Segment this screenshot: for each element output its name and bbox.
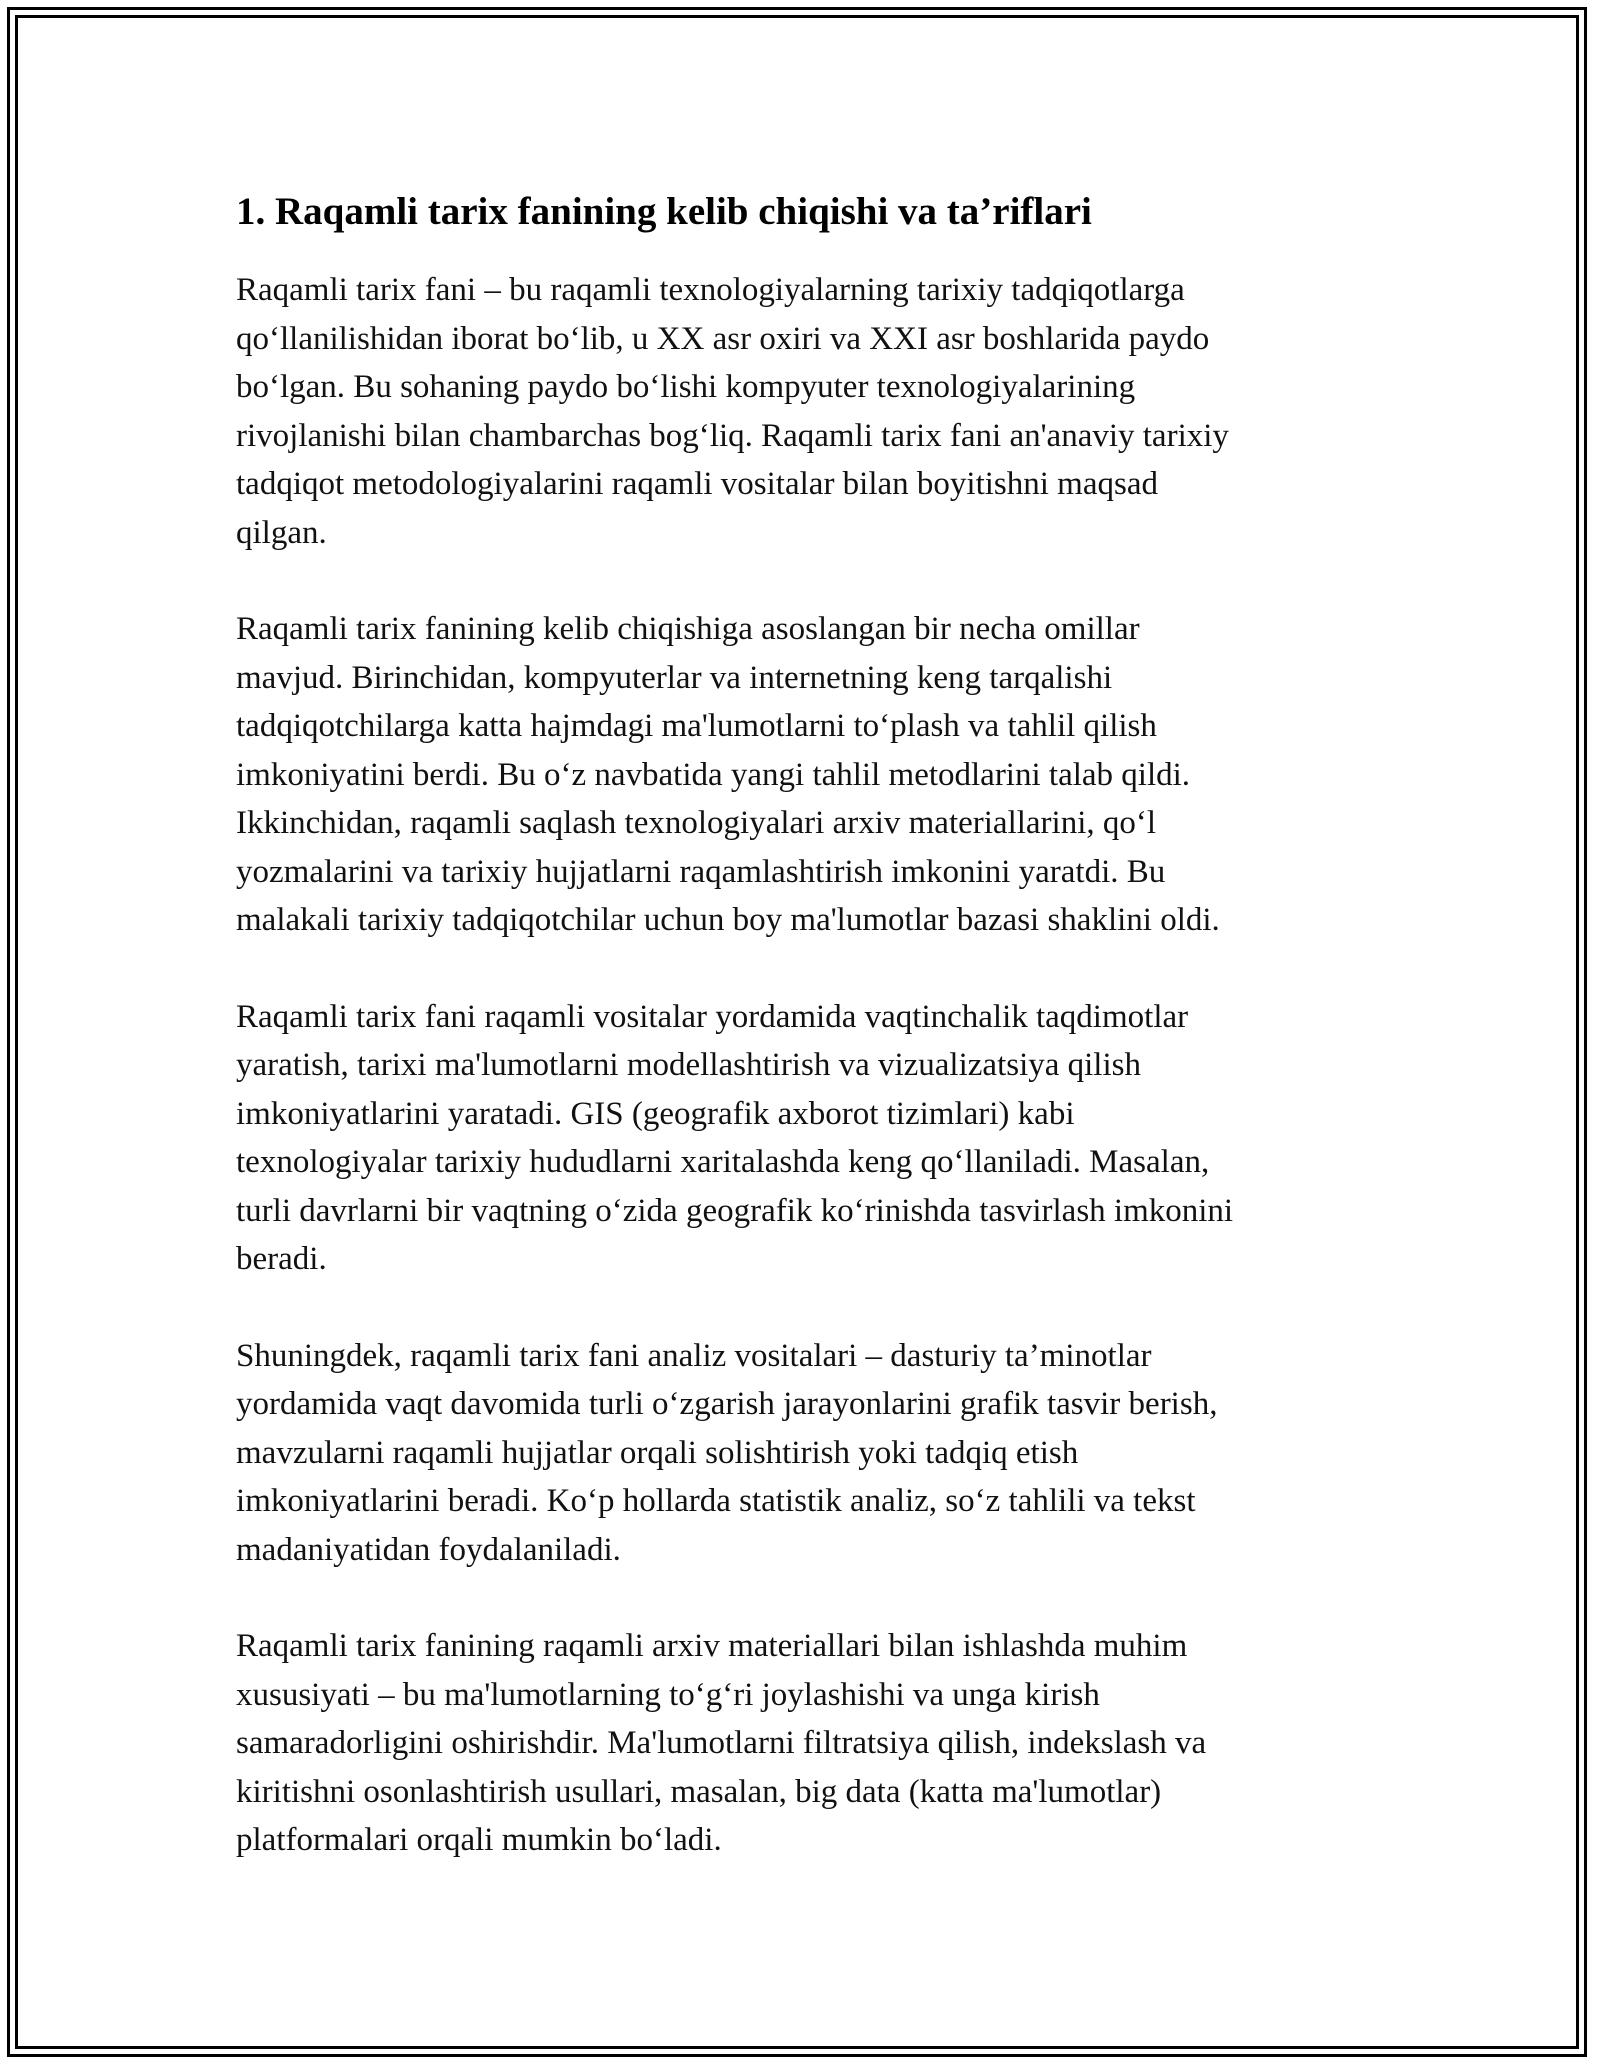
document-content <box>236 186 1356 1913</box>
text-line: malakali tarixiy tadqiqotchilar uchun boy ma'lumotlar bazasi shaklini oldi. <box>236 902 1220 938</box>
text-line: Raqamli tarix fani – bu raqamli texnologiyalarning tarixiy tadqiqotlarga <box>236 272 1185 308</box>
text-line: Raqamli tarix fanining raqamli arxiv materiallari bilan ishlashda muhim <box>236 1628 1188 1664</box>
text-line: xususiyati – bu ma'lumotlarning to‘g‘ri joylashishi va unga kirish <box>236 1676 1100 1713</box>
text-line: yordamida vaqt davomida turli o‘zgarish jarayonlarini grafik tasvir berish, <box>236 1386 1218 1422</box>
text-line: mavjud. Birinchidan, kompyuterlar va internetning keng tarqalishi <box>236 659 1113 696</box>
text-line: qo‘llanilishidan iborat bo‘lib, u XX asr oxiri va XXI asr boshlarida paydo <box>236 320 1210 357</box>
text-line: bo‘lgan. Bu sohaning paydo bo‘lishi kompyuter texnologiyalarining <box>236 369 1136 405</box>
text-line: imkoniyatlarini beradi. Ko‘p hollarda statistik analiz, so‘z tahlili va tekst <box>236 1483 1196 1519</box>
text-line: imkoniyatlarini yaratadi. GIS (geografik axborot tizimlari) kabi <box>236 1095 1075 1132</box>
text-line: mavzularni raqamli hujjatlar orqali solishtirish yoki tadqiq etish <box>236 1434 1079 1471</box>
text-line: imkoniyatini berdi. Bu o‘z navbatida yangi tahlil metodlarini talab qildi. <box>236 756 1191 793</box>
text-line: platformalari orqali mumkin bo‘ladi. <box>236 1822 722 1858</box>
paragraph-2 <box>236 605 1356 945</box>
text-line: samaradorligini oshirishdir. Ma'lumotlarni filtratsiya qilish, indekslash va <box>236 1725 1207 1761</box>
text-line: madaniyatidan foydalaniladi. <box>236 1531 621 1568</box>
text-line: beradi. <box>236 1241 327 1277</box>
text-line: tadqiqotchilarga katta hajmdagi ma'lumotlarni to‘plash va tahlil qilish <box>236 708 1157 744</box>
paragraph-4 <box>236 1332 1356 1575</box>
text-line: texnologiyalar tarixiy hududlarni xaritalashda keng qo‘llaniladi. Masalan, <box>236 1144 1210 1180</box>
paragraph-3 <box>236 993 1356 1284</box>
text-line: tadqiqot metodologiyalarini raqamli vositalar bilan boyitishni maqsad <box>236 466 1158 502</box>
text-line: qilgan. <box>236 514 327 551</box>
text-line: Raqamli tarix fanining kelib chiqishiga asoslangan bir necha omillar <box>236 611 1140 647</box>
paragraph-1 <box>236 266 1356 557</box>
text-line: yozmalarini va tarixiy hujjatlarni raqamlashtirish imkonini yaratdi. Bu <box>236 853 1166 890</box>
text-line: kiritishni osonlashtirish usullari, masalan, big data (katta ma'lumotlar) <box>236 1773 1162 1810</box>
text-line: Ikkinchidan, raqamli saqlash texnologiyalari arxiv materiallarini, qo‘l <box>236 805 1157 841</box>
text-line: yaratish, tarixi ma'lumotlarni modellashtirish va vizualizatsiya qilish <box>236 1047 1141 1083</box>
text-line: Raqamli tarix fani raqamli vositalar yordamida vaqtinchalik taqdimotlar <box>236 998 1189 1035</box>
text-line: turli davrlarni bir vaqtning o‘zida geografik ko‘rinishda tasvirlash imkonini <box>236 1192 1234 1229</box>
text-line: rivojlanishi bilan chambarchas bog‘liq. Raqamli tarix fani an'anaviy tarixiy <box>236 417 1229 454</box>
paragraph-5 <box>236 1622 1356 1865</box>
section-heading: 1. Raqamli tarix fanining kelib chiqishi va ta’riflari <box>236 190 1092 233</box>
text-line: Shuningdek, raqamli tarix fani analiz vositalari – dasturiy ta’minotlar <box>236 1337 1152 1374</box>
